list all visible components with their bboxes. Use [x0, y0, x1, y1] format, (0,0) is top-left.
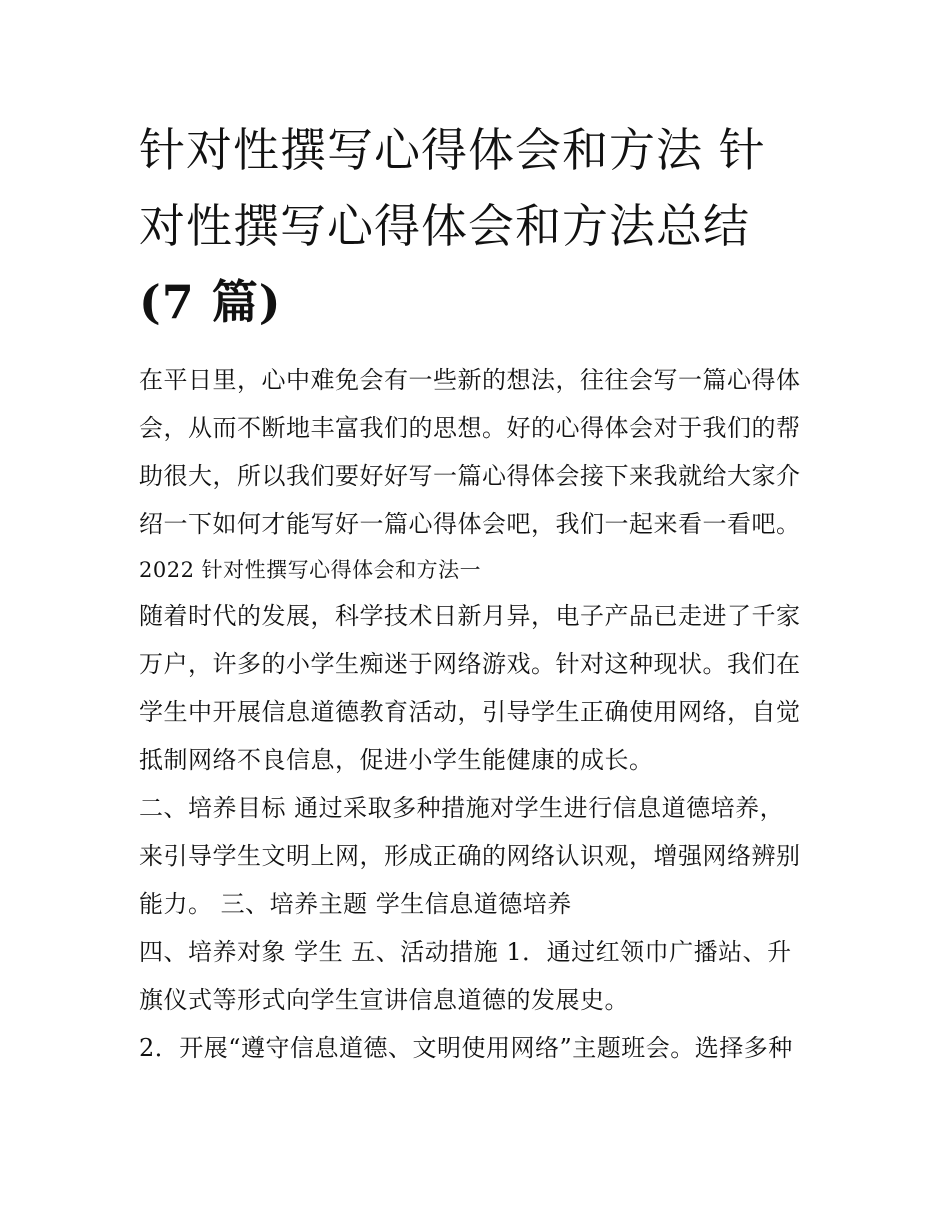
document-title [139, 112, 829, 340]
paragraph-line: 万户，许多的小学生痴迷于网络游戏。针对这种现状。我们在 [139, 650, 801, 678]
paragraph-line: 四、培养对象 学生 五、活动措施 1．通过红领巾广播站、升 [139, 938, 792, 966]
paragraph-line: 随着时代的发展，科学技术日新月异，电子产品已走进了千家 [139, 602, 801, 630]
title-line: (7 篇) [139, 275, 282, 329]
paragraph-line: 能力。 三、培养主题 学生信息道德培养 [139, 890, 572, 918]
paragraph-line: 学生中开展信息道德教育活动，引导学生正确使用网络，自觉 [139, 698, 801, 726]
paragraph-line: 抵制网络不良信息，促进小学生能健康的成长。 [139, 746, 654, 774]
intro-line: 会，从而不断地丰富我们的思想。好的心得体会对于我们的帮 [139, 414, 801, 442]
document-body [139, 356, 829, 1072]
intro-line: 助很大，所以我们要好好写一篇心得体会接下来我就给大家介 [139, 462, 801, 490]
paragraph-line: 旗仪式等形式向学生宣讲信息道德的发展史。 [139, 986, 629, 1014]
paragraph-line: 二、培养目标 通过采取多种措施对学生进行信息道德培养， [139, 794, 785, 822]
title-line: 针对性撰写心得体会和方法 针 [139, 123, 766, 177]
paragraph-line: 2．开展“遵守信息道德、文明使用网络”主题班会。选择多种 [139, 1034, 793, 1062]
intro-line: 绍一下如何才能写好一篇心得体会吧，我们一起来看一看吧。 [139, 510, 801, 538]
intro-line: 在平日里，心中难免会有一些新的想法，往往会写一篇心得体 [139, 366, 801, 394]
paragraph-line: 来引导学生文明上网，形成正确的网络认识观，增强网络辨别 [139, 842, 801, 870]
section-heading: 2022 针对性撰写心得体会和方法一 [139, 558, 482, 582]
title-line: 对性撰写心得体会和方法总结 [139, 199, 750, 253]
